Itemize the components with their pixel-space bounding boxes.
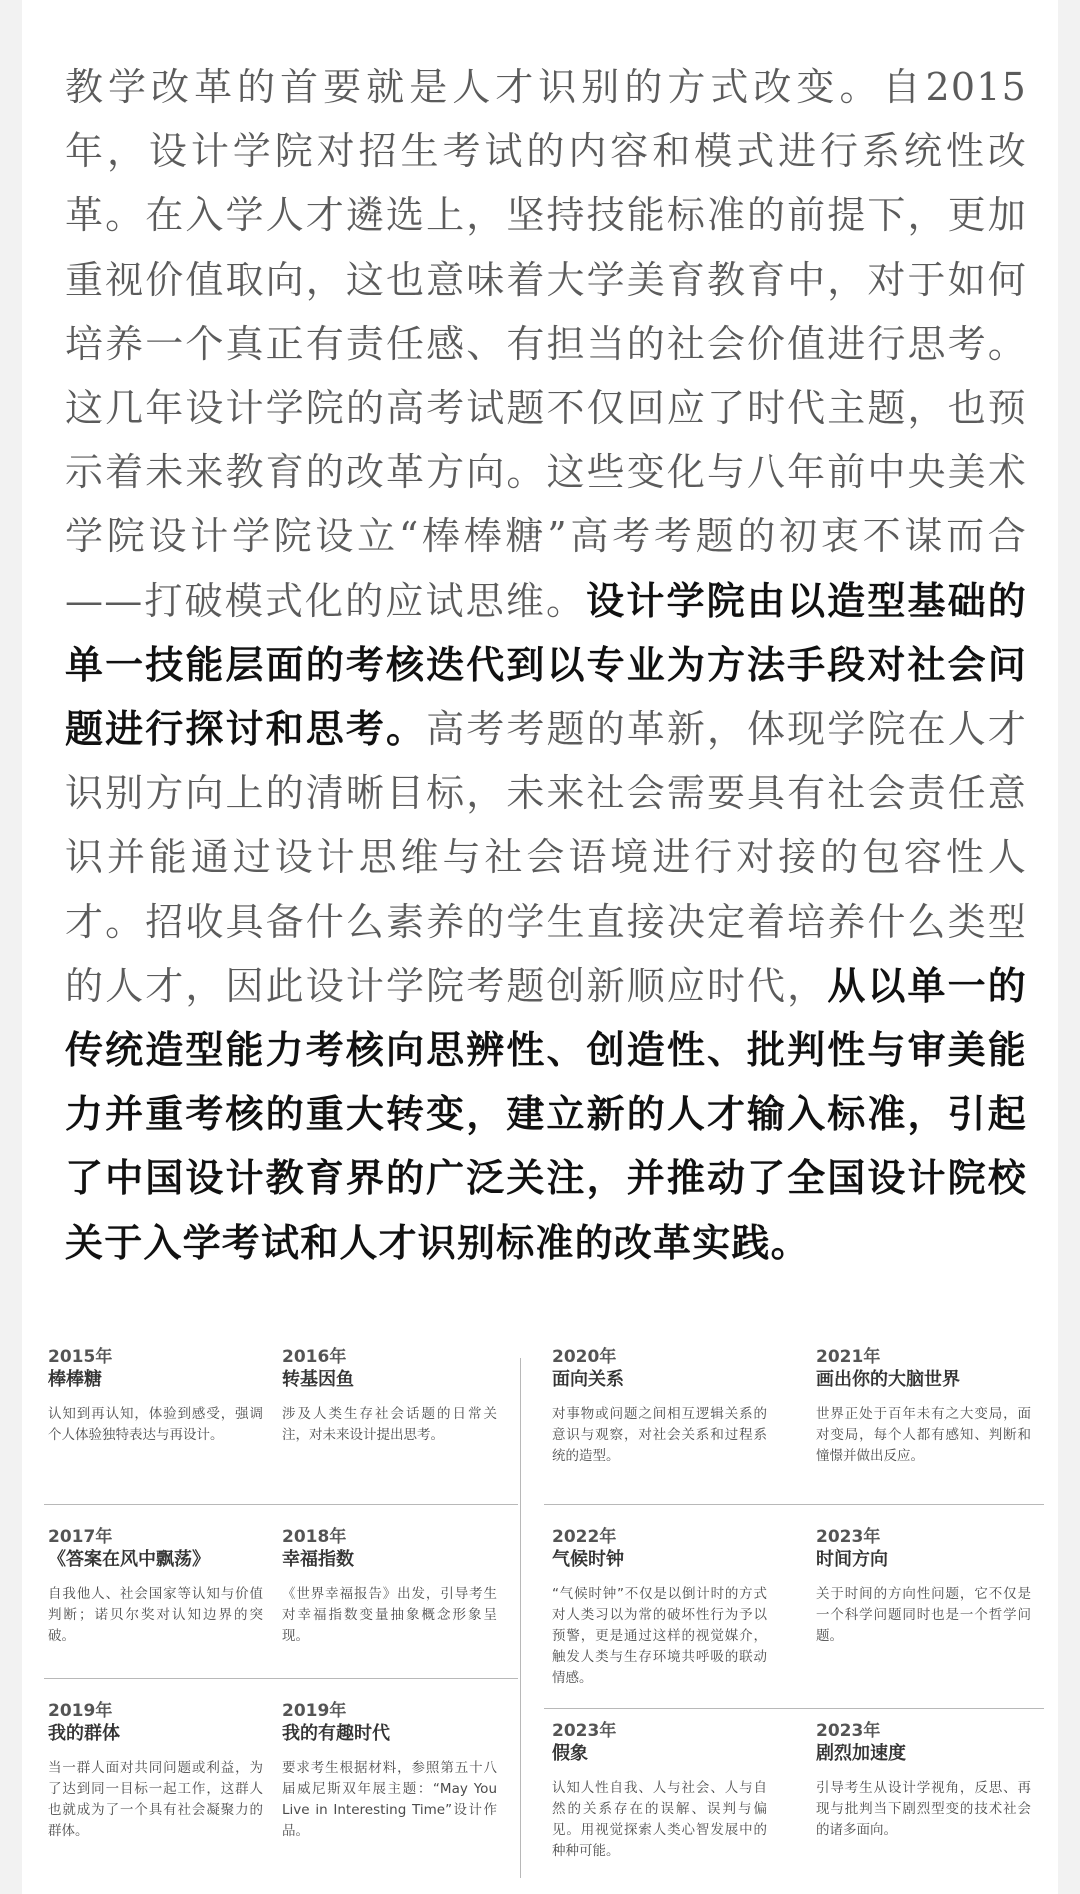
timeline-row-divider	[544, 1504, 1044, 1505]
article-body	[65, 55, 1027, 1275]
entry-year: 2017年	[48, 1527, 113, 1547]
entry-year: 2018年	[282, 1527, 347, 1547]
entry-title: 假象	[552, 1743, 588, 1764]
timeline-entry-2023a	[816, 1526, 1031, 1647]
entry-year: 2015年	[48, 1347, 113, 1367]
entry-description: 自我他人、社会国家等认知与价值判断；诺贝尔奖对认知边界的突破。	[48, 1586, 263, 1644]
entry-description: 涉及人类生存社会话题的日常关注，对未来设计提出思考。	[282, 1406, 497, 1443]
article-bold-1: 设计学院由以造型基础的单一技能层面的考核迭代到以专业为方法手段对社会问题进行探讨和思考。	[65, 578, 1028, 752]
entry-year: 2020年	[552, 1347, 617, 1367]
entry-description: 关于时间的方向性问题，它不仅是一个科学问题同时也是一个哲学问题。	[816, 1586, 1031, 1644]
timeline-entry-2019a	[48, 1700, 263, 1842]
entry-title: 面向关系	[552, 1369, 624, 1390]
article-text-2: 高考考题的革新，体现学院在人才识别方向上的清晰目标，未来社会需要具有社会责任意识并能通过设计思维与社会语境进行对接的包容性人才。招收具备什么素养的学生直接决定着培养什么类型的人才，因此设计学院考题创新顺应时代，	[65, 707, 1027, 1008]
timeline-entry-2023c	[816, 1720, 1031, 1841]
entry-description: 引导考生从设计学视角，反思、再现与批判当下剧烈型变的技术社会的诸多面向。	[816, 1780, 1031, 1838]
article-text-1: 教学改革的首要就是人才识别的方式改变。自2015年，设计学院对招生考试的内容和模式进行系统性改革。在入学人才遴选上，坚持技能标准的前提下，更加重视价值取向，这也意味着大学美育教育中，对于如何培养一个真正有责任感、有担当的社会价值进行思考。这几年设计学院的高考试题不仅回应了时代主题，也预示着未来教育的改革方向。这些变化与八年前中央美术学院设计学院设立“棒棒糖”高考考题的初衷不谋而合——打破模式化的应试思维。	[65, 65, 1027, 623]
entry-title: 转基因鱼	[282, 1369, 354, 1390]
article-bold-2: 从以单一的传统造型能力考核向思辨性、创造性、批判性与审美能力并重考核的重大转变，建立新的人才输入标准，引起了中国设计教育界的广泛关注，并推动了全国设计院校关于入学考试和人才识别标准的改革实践。	[65, 963, 1027, 1265]
entry-description: 《世界幸福报告》出发，引导考生对幸福指数变量抽象概念形象呈现。	[282, 1586, 497, 1644]
article-paragraph	[65, 55, 1027, 1275]
timeline-entry-2017	[48, 1526, 263, 1647]
entry-description: 当一群人面对共同问题或利益，为了达到同一目标一起工作，这群人也就成为了一个具有社会凝聚力的群体。	[48, 1760, 263, 1839]
entry-title: 棒棒糖	[48, 1369, 102, 1390]
timeline-entry-2023b	[552, 1720, 767, 1862]
timeline-column-divider	[520, 1358, 521, 1878]
timeline-entry-2018	[282, 1526, 497, 1647]
timeline-entry-2020	[552, 1346, 767, 1467]
entry-description: 认知到再认知，体验到感受，强调个人体验独特表达与再设计。	[48, 1406, 263, 1443]
timeline-row-divider	[544, 1708, 1044, 1709]
entry-year: 2022年	[552, 1527, 617, 1547]
entry-title: 画出你的大脑世界	[816, 1369, 960, 1390]
entry-title: 《答案在风中飘荡》	[48, 1549, 210, 1570]
entry-description: 世界正处于百年未有之大变局，面对变局，每个人都有感知、判断和憧憬并做出反应。	[816, 1406, 1031, 1464]
entry-title: 我的群体	[48, 1723, 120, 1744]
entry-description: 对事物或问题之间相互逻辑关系的意识与观察，对社会关系和过程系统的造型。	[552, 1406, 767, 1464]
page	[22, 0, 1058, 1894]
entry-year: 2019年	[282, 1701, 347, 1721]
entry-year: 2023年	[552, 1721, 617, 1741]
entry-year: 2016年	[282, 1347, 347, 1367]
entry-title: 我的有趣时代	[282, 1723, 390, 1744]
timeline-entry-2021	[816, 1346, 1031, 1467]
entry-year: 2023年	[816, 1527, 881, 1547]
entry-title: 时间方向	[816, 1549, 888, 1570]
timeline-entry-2016	[282, 1346, 497, 1446]
timeline-row-divider	[44, 1504, 518, 1505]
entry-year: 2019年	[48, 1701, 113, 1721]
entry-title: 气候时钟	[552, 1549, 624, 1570]
entry-title: 幸福指数	[282, 1549, 354, 1570]
timeline-entry-2019b	[282, 1700, 497, 1842]
timeline-entry-2015	[48, 1346, 263, 1446]
timeline-entry-2022	[552, 1526, 767, 1689]
entry-description: 要求考生根据材料，参照第五十八届威尼斯双年展主题：“May You Live in Interesting Time”设计作品。	[282, 1760, 497, 1839]
entry-title: 剧烈加速度	[816, 1743, 906, 1764]
entry-description: 认知人性自我、人与社会、人与自然的关系存在的误解、误判与偏见。用视觉探索人类心智发展中的种种可能。	[552, 1780, 767, 1859]
entry-year: 2021年	[816, 1347, 881, 1367]
timeline-row-divider	[44, 1678, 518, 1679]
entry-description: “气候时钟”不仅是以倒计时的方式对人类习以为常的破坏性行为予以预警，更是通过这样的视觉媒介，触发人类与生存环境共呼吸的联动情感。	[552, 1586, 767, 1686]
entry-year: 2023年	[816, 1721, 881, 1741]
